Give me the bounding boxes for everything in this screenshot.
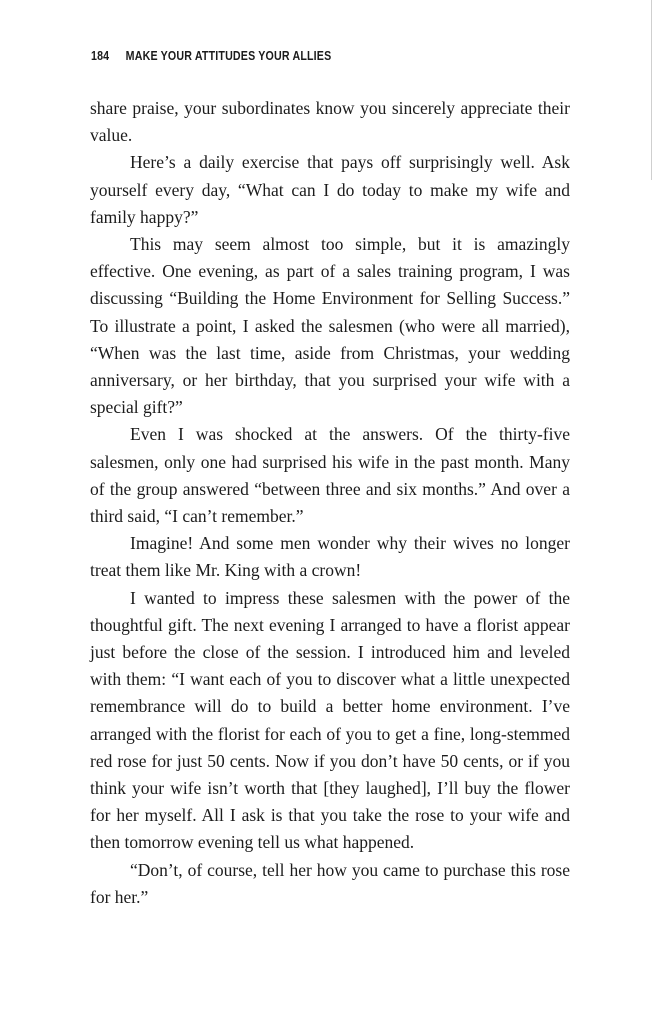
running-title: MAKE YOUR ATTITUDES YOUR ALLIES [125,48,332,63]
paragraph: This may seem almost too simple, but it is amazingly effective. One evening, as part of a sales training program, I was discussing “Building the Home Environment for Selling Success.” To illustrate a point, I asked the salesmen (who were all married), “When was the last time, aside from Christmas, your wedding anniversary, or her birthday, that you surprised your wife with a special gift?” [90,234,570,418]
paragraph: Here’s a daily exercise that pays off surprisingly well. Ask yourself every day, “What can I do today to make my wife and family happy?” [90,152,570,227]
page-number: 184 [91,48,110,63]
paragraph-continued: share praise, your subordinates know you sincerely appreciate their value. [90,98,570,146]
paragraph: “Don’t, of course, tell her how you came to purchase this rose for her.” [90,859,570,907]
paragraph: I wanted to impress these salesmen with the power of the thoughtful gift. The next evening I arranged to have a florist appear just before the close of the session. I introduced him and leveled with them: “I want each of you to discover what a little unexpected remembrance will do to build a better home environment. I’ve arranged with the florist for each of you to get a fine, long-stemmed red rose for just 50 cents. Now if you don’t have 50 cents, or if you think your wife isn’t worth that [they laughed], I’ll buy the flower for her myself. All I ask is that you take the rose to your wife and then tomorrow evening tell us what happened. [90,587,570,853]
paragraph: Even I was shocked at the answers. Of the thirty-five salesmen, only one had surprised his wife in the past month. Many of the group answered “between three and six months.” And over a third said, “I can’t remember.” [90,424,570,527]
running-header [91,48,331,63]
scan-edge-line [651,0,652,180]
paragraph: Imagine! And some men wonder why their wives no longer treat them like Mr. King with a crown! [90,533,570,581]
body-text [90,95,570,911]
